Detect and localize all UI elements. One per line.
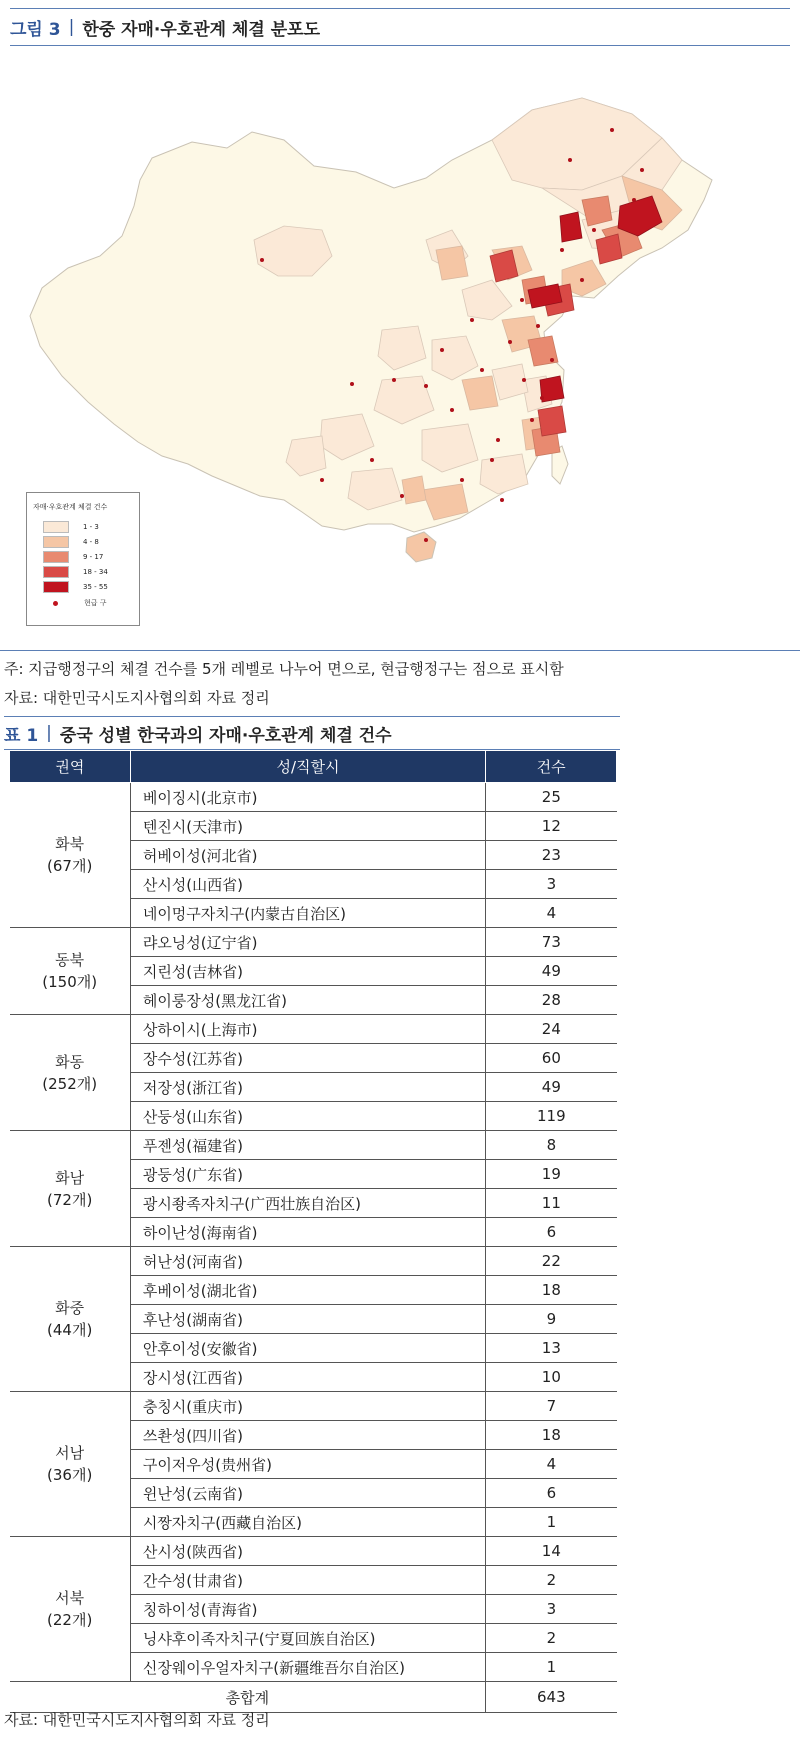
count-cell: 19: [486, 1160, 617, 1189]
total-label: 총합계: [10, 1682, 486, 1713]
region-cell: [10, 783, 131, 928]
legend-label: 4 - 8: [83, 538, 99, 546]
table-row: [10, 1015, 617, 1044]
count-cell: 6: [486, 1218, 617, 1247]
table-row: [10, 1247, 617, 1276]
count-cell: 3: [486, 870, 617, 899]
province-cell: 지린성(吉林省): [130, 957, 485, 986]
legend-dot-icon: [53, 601, 58, 606]
province-cell: 안후이성(安徽省): [130, 1334, 485, 1363]
table-row: [10, 1392, 617, 1421]
legend-label: 35 - 55: [83, 583, 108, 591]
figure-title-bar: [10, 8, 790, 46]
count-cell: 8: [486, 1131, 617, 1160]
region-name: 화북: [55, 835, 85, 853]
province-cell: 충칭시(重庆市): [130, 1392, 485, 1421]
header-region: 권역: [10, 751, 131, 783]
region-cell: [10, 1247, 131, 1392]
province-cell: 텐진시(天津市): [130, 812, 485, 841]
figure-note: 주: 지급행정구의 체결 건수를 5개 레벨로 나누어 면으로, 현급행정구는 점으로 표시함: [4, 660, 564, 678]
count-cell: 2: [486, 1566, 617, 1595]
region-total: (72개): [47, 1190, 93, 1209]
legend-item: [43, 581, 108, 593]
region-total: (67개): [47, 857, 93, 875]
total-value: 643: [486, 1682, 617, 1713]
count-cell: 28: [486, 986, 617, 1015]
count-cell: 12: [486, 812, 617, 841]
province-cell: 허베이성(河北省): [130, 841, 485, 870]
region-cell: [10, 1015, 131, 1131]
count-cell: 4: [486, 899, 617, 928]
region-cell: [10, 928, 131, 1015]
map-legend: [26, 492, 140, 626]
count-cell: 60: [486, 1044, 617, 1073]
header-province: 성/직할시: [130, 751, 485, 783]
count-cell: 23: [486, 841, 617, 870]
table-body: [10, 783, 617, 1713]
province-cell: 간수성(甘肃省): [130, 1566, 485, 1595]
province-cell: 헤이룽장성(黑龙江省): [130, 986, 485, 1015]
province-cell: 산둥성(山东省): [130, 1102, 485, 1131]
province-cell: 네이멍구자치구(内蒙古自治区): [130, 899, 485, 928]
province-cell: 푸젠성(福建省): [130, 1131, 485, 1160]
count-cell: 24: [486, 1015, 617, 1044]
legend-item: [43, 521, 99, 533]
count-cell: 14: [486, 1537, 617, 1566]
legend-swatch: [43, 581, 69, 593]
province-cell: 장시성(江西省): [130, 1363, 485, 1392]
legend-swatch: [43, 536, 69, 548]
region-total: (44개): [47, 1321, 93, 1339]
region-total: (252개): [42, 1074, 98, 1093]
count-cell: 3: [486, 1595, 617, 1624]
count-cell: 119: [486, 1102, 617, 1131]
province-cell: 구이저우성(贵州省): [130, 1450, 485, 1479]
count-cell: 25: [486, 783, 617, 812]
table-row: [10, 783, 617, 812]
count-cell: 7: [486, 1392, 617, 1421]
legend-item: [43, 566, 108, 578]
province-cell: 산시성(山西省): [130, 870, 485, 899]
total-row: [10, 1682, 617, 1713]
legend-label: 1 - 3: [83, 523, 99, 531]
region-name: 화남: [55, 1168, 85, 1187]
count-cell: 10: [486, 1363, 617, 1392]
legend-swatch: [43, 551, 69, 563]
province-cell: 랴오닝성(辽宁省): [130, 928, 485, 957]
count-cell: 9: [486, 1305, 617, 1334]
count-cell: 6: [486, 1479, 617, 1508]
count-cell: 49: [486, 957, 617, 986]
region-total: (36개): [47, 1466, 93, 1484]
title-divider: |: [46, 723, 52, 743]
province-cell: 칭하이성(青海省): [130, 1595, 485, 1624]
count-cell: 73: [486, 928, 617, 957]
legend-title: 자매·우호관계 체결 건수: [33, 503, 108, 511]
region-name: 동북: [55, 951, 85, 969]
province-cell: 후베이성(湖北省): [130, 1276, 485, 1305]
figure-number: 그림 3: [10, 19, 61, 40]
legend-swatch: [43, 521, 69, 533]
legend-item: [43, 536, 99, 548]
region-cell: [10, 1392, 131, 1537]
province-cell: 하이난성(海南省): [130, 1218, 485, 1247]
region-name: 서북: [55, 1589, 85, 1607]
region-total: (22개): [47, 1611, 93, 1629]
count-cell: 18: [486, 1421, 617, 1450]
province-cell: 쓰촨성(四川省): [130, 1421, 485, 1450]
region-total: (150개): [42, 973, 98, 991]
count-cell: 22: [486, 1247, 617, 1276]
province-cell: 장수성(江苏省): [130, 1044, 485, 1073]
count-cell: 2: [486, 1624, 617, 1653]
figure-title: 한중 자매·우호관계 체결 분포도: [82, 19, 321, 40]
count-cell: 18: [486, 1276, 617, 1305]
count-cell: 13: [486, 1334, 617, 1363]
table-number: 표 1: [4, 725, 39, 746]
region-name: 서남: [55, 1444, 85, 1462]
province-cell: 산시성(陕西省): [130, 1537, 485, 1566]
figure-source: 자료: 대한민국시도지사협의회 자료 정리: [4, 689, 270, 707]
table-row: [10, 1131, 617, 1160]
table-title: 중국 성별 한국과의 자매·우호관계 체결 건수: [59, 725, 392, 746]
legend-item: [43, 551, 103, 563]
table-title-bar: [4, 716, 620, 750]
count-cell: 11: [486, 1189, 617, 1218]
table-header-row: [10, 751, 617, 783]
legend-label: 18 - 34: [83, 568, 108, 576]
title-divider: |: [68, 17, 75, 37]
province-cell: 시짱자치구(西藏自治区): [130, 1508, 485, 1537]
count-cell: 49: [486, 1073, 617, 1102]
figure-notes: [0, 650, 800, 713]
legend-swatch: [43, 566, 69, 578]
legend-item: [43, 597, 107, 609]
legend-label: 현급 구: [84, 599, 107, 607]
legend-label: 9 - 17: [83, 553, 104, 561]
count-cell: 1: [486, 1508, 617, 1537]
table-row: [10, 928, 617, 957]
table-row: [10, 1537, 617, 1566]
header-count: 건수: [486, 751, 617, 783]
province-cell: 베이징시(北京市): [130, 783, 485, 812]
province-cell: 저장성(浙江省): [130, 1073, 485, 1102]
region-name: 화중: [55, 1299, 85, 1317]
region-cell: [10, 1537, 131, 1682]
count-table: [9, 750, 617, 1713]
province-cell: 닝샤후이족자치구(宁夏回族自治区): [130, 1624, 485, 1653]
province-cell: 상하이시(上海市): [130, 1015, 485, 1044]
region-cell: [10, 1131, 131, 1247]
province-cell: 광시좡족자치구(广西壮族自治区): [130, 1189, 485, 1218]
province-cell: 윈난성(云南省): [130, 1479, 485, 1508]
count-cell: 4: [486, 1450, 617, 1479]
province-cell: 허난성(河南省): [130, 1247, 485, 1276]
hainan-island: [406, 532, 436, 562]
region-name: 화동: [55, 1052, 85, 1071]
province-cell: 후난성(湖南省): [130, 1305, 485, 1334]
province-cell: 신장웨이우얼자치구(新疆维吾尔自治区): [130, 1653, 485, 1682]
count-cell: 1: [486, 1653, 617, 1682]
province-cell: 광둥성(广东省): [130, 1160, 485, 1189]
table-source: 자료: 대한민국시도지사협의회 자료 정리: [4, 1711, 270, 1729]
